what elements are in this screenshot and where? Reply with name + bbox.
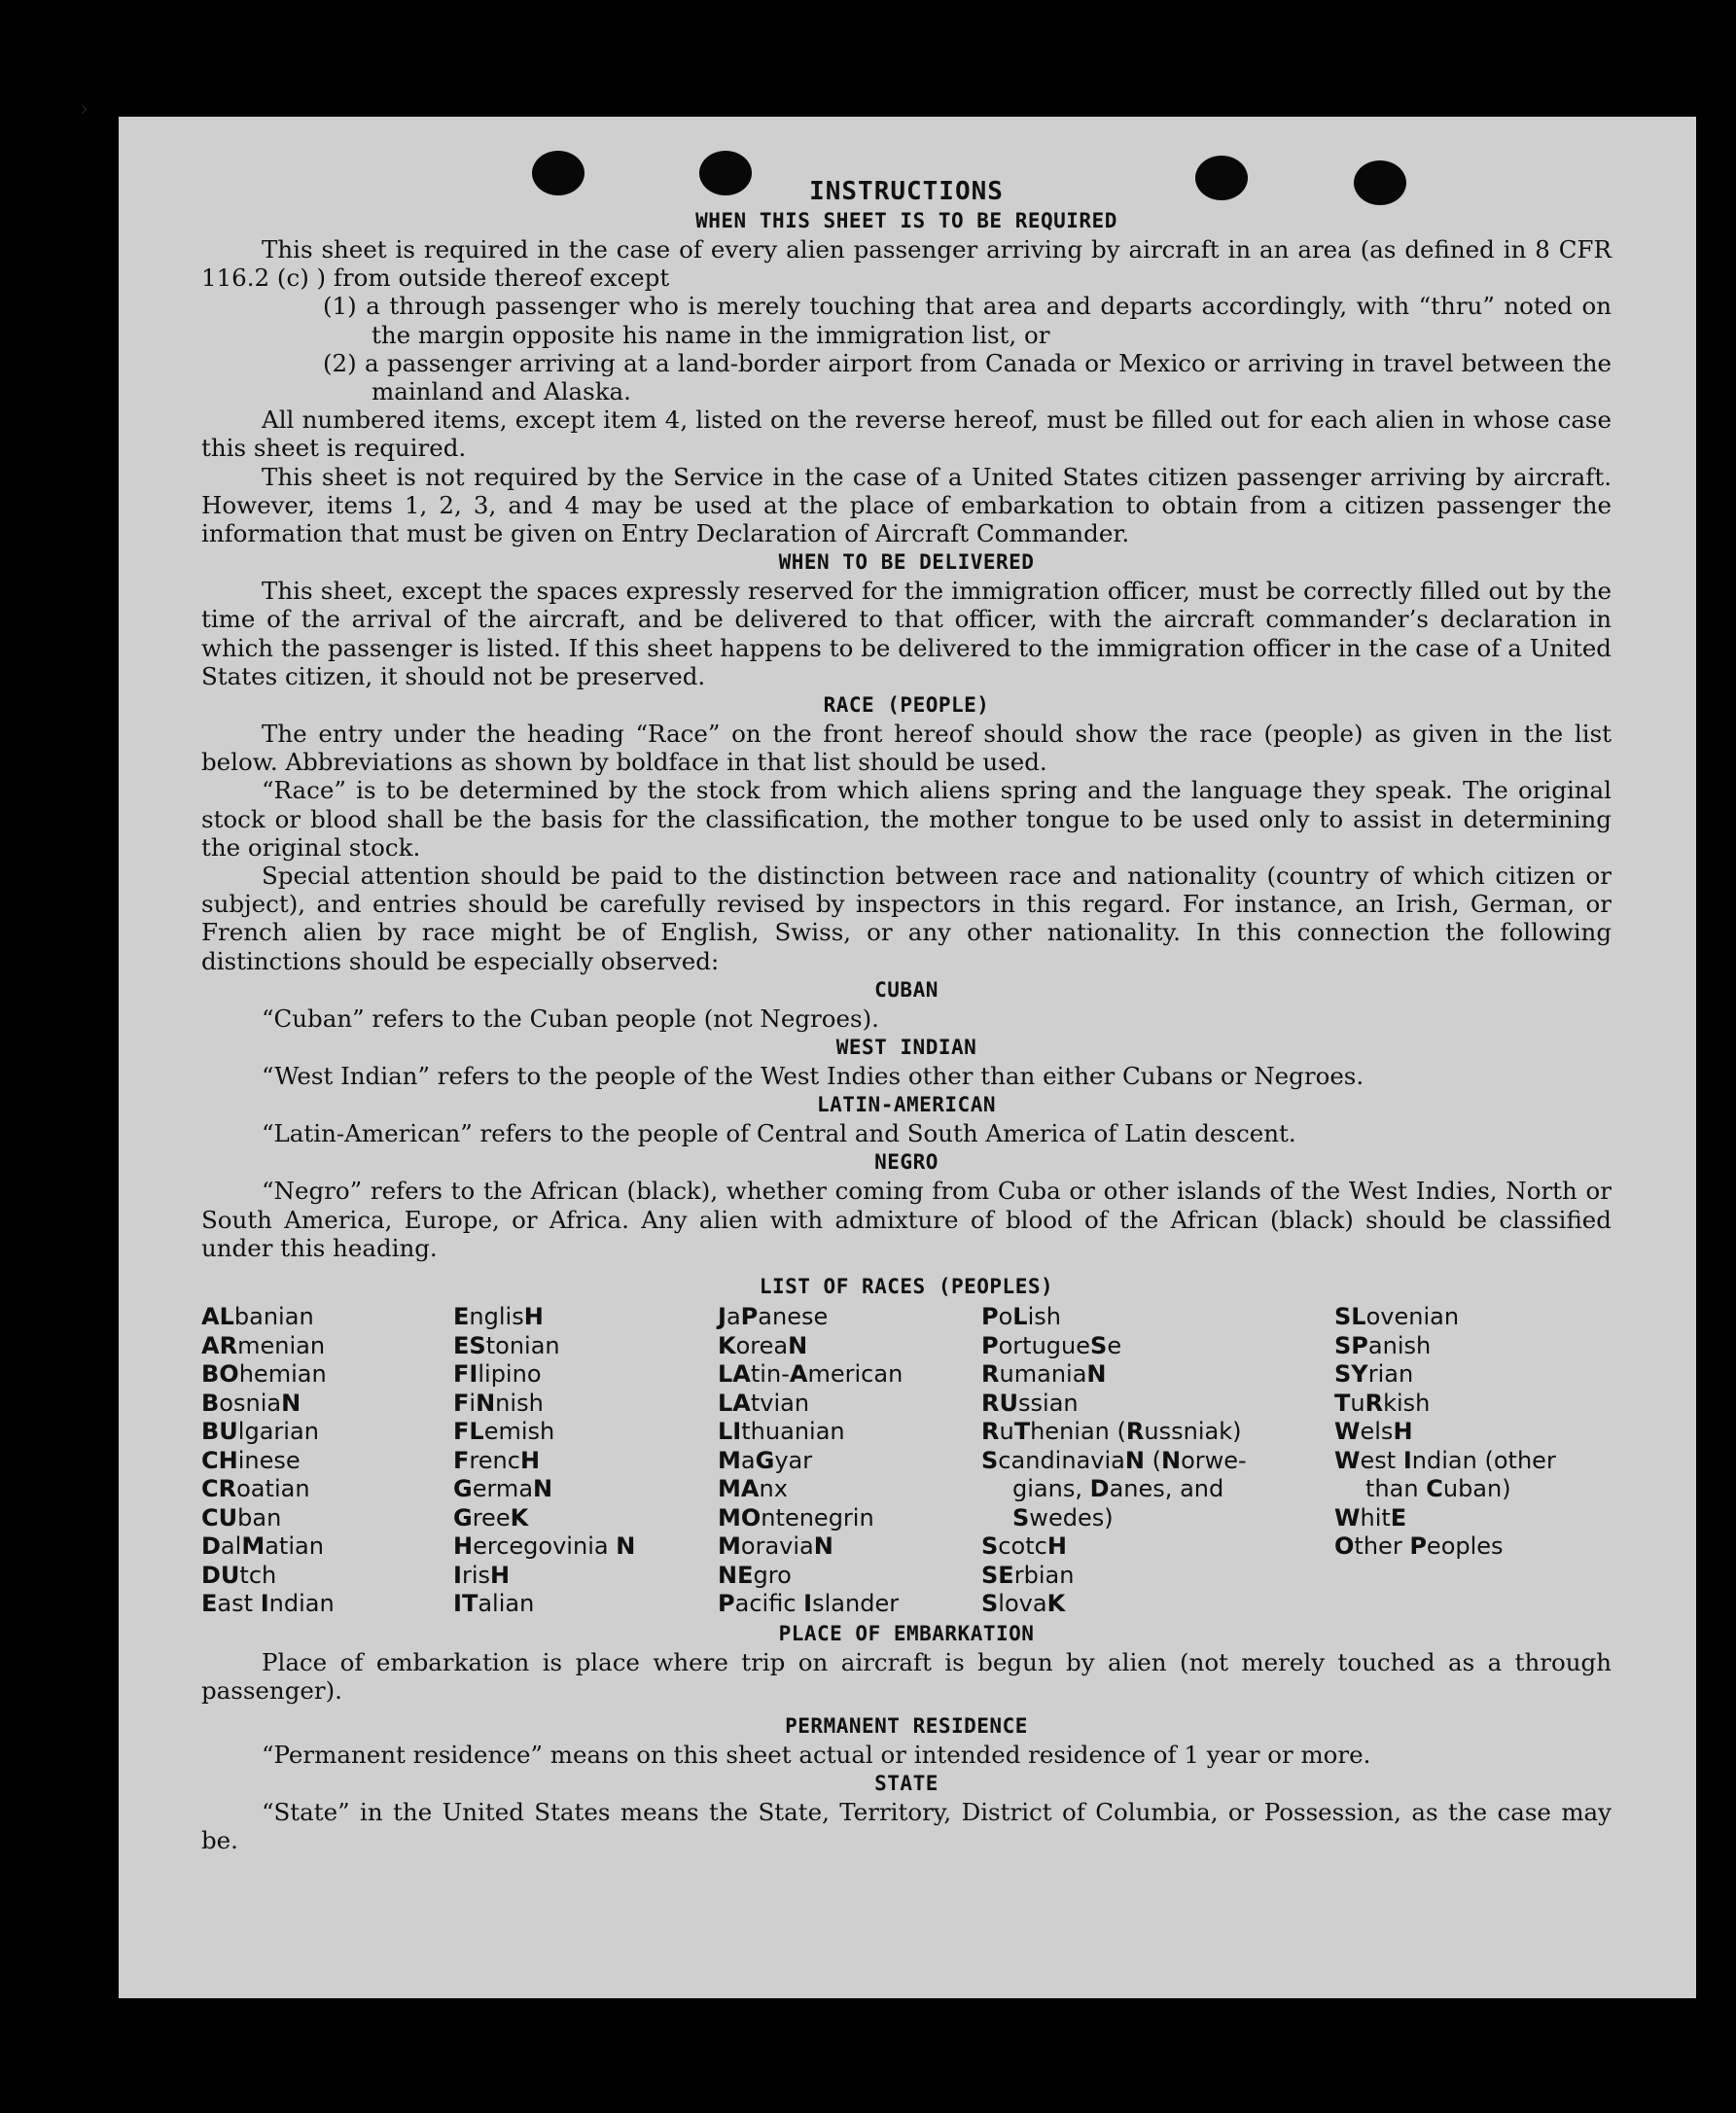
race-item: IrisH	[453, 1561, 511, 1589]
race-item: SYrian	[1334, 1360, 1414, 1389]
race-item: MAnx	[718, 1475, 788, 1503]
race-list-column-4	[981, 1303, 1247, 1619]
race-item: SlovaK	[981, 1590, 1066, 1618]
race-item: LIthuanian	[718, 1418, 845, 1446]
section-heading-embarkation: PLACE OF EMBARKATION	[778, 1622, 1035, 1646]
section-heading-when-delivered: WHEN TO BE DELIVERED	[778, 550, 1035, 575]
race-item: CHinese	[201, 1446, 301, 1474]
race-list-column-2	[453, 1303, 635, 1619]
section-heading-residence: PERMANENT RESIDENCE	[785, 1713, 1028, 1738]
race-item: Pacifc Islander	[718, 1590, 900, 1618]
instructions-body	[201, 177, 1612, 1854]
race-item: WhitE	[1334, 1503, 1407, 1532]
race-item: PoLish	[981, 1303, 1061, 1331]
paragraph-citizen-note: This sheet is not required by the Service in the case of a United States citizen passenger arriving by aircraft. However, items 1, 2, 3, and 4 may be used at the place of embarkation to obtain from a citizen passenger the information that must be given on Entry Declaration of Aircraft Commander.	[201, 462, 1612, 548]
corner-mark: ›	[80, 97, 89, 122]
race-item: MoraviaN	[718, 1532, 833, 1561]
race-item: BUlgarian	[201, 1418, 319, 1446]
exception-item-1: (1) a through passenger who is merely touching that area and departs accordingly, with “thru” noted on the margin opposite his name in the immigration list, or	[323, 292, 1612, 349]
section-heading-cuban: CUBAN	[874, 977, 939, 1002]
section-heading-race: RACE (PEOPLE)	[823, 693, 990, 718]
race-item: RuThenian (Russniak)	[981, 1418, 1242, 1446]
race-item: RUssian	[981, 1389, 1079, 1417]
race-item: SLovenian	[1334, 1303, 1460, 1331]
race-item: FrencH	[453, 1446, 541, 1474]
race-list-column-3	[718, 1303, 903, 1619]
section-heading-list-of-races: LIST OF RACES (PEOPLES)	[759, 1275, 1054, 1299]
race-item: LAtin-American	[718, 1360, 903, 1389]
paragraph-race-2: “Race” is to be determined by the stock from which aliens spring and the language they speak. The original stock or blood shall be the basis for the classification, the mother tongue to be used only to assist in determining the original stock.	[201, 776, 1612, 862]
race-item: RumaniaN	[981, 1360, 1107, 1389]
race-item: TuRkish	[1334, 1389, 1431, 1417]
race-item: GreeK	[453, 1503, 529, 1532]
race-item: MaGyar	[718, 1446, 813, 1474]
paragraph-residence: “Permanent residence” means on this sheet actual or intended residence of 1 year or more.	[262, 1740, 1371, 1769]
race-item: than Cuban)	[1365, 1475, 1511, 1503]
race-item: EStonian	[453, 1331, 560, 1359]
race-item: CUban	[201, 1503, 282, 1532]
race-item: SPanish	[1334, 1331, 1432, 1359]
paragraph-embarkation: Place of embarkation is place where trip on aircraft is begun by alien (not merely touched as a through passenger).	[201, 1648, 1612, 1706]
race-item: BosniaN	[201, 1389, 301, 1417]
race-item: FIlipino	[453, 1360, 542, 1389]
section-heading-state: STATE	[874, 1771, 939, 1795]
paragraph-race-3: Special attention should be paid to the distinction between race and nationality (country of which citizen or subject), and entries should be carefully revised by inspectors in this regard. For instance, an Irish, German, or French alien by race might be of English, Swiss, or any other nationality. In this connection the following distinctions should be especially observed:	[201, 862, 1612, 975]
race-item: ScandinaviaN (Norwe-	[981, 1446, 1247, 1474]
section-heading-when-required: WHEN THIS SHEET IS TO BE REQUIRED	[695, 209, 1117, 232]
race-item: DUtch	[201, 1561, 277, 1589]
race-item: ScotcH	[981, 1532, 1067, 1561]
race-item: DalMatian	[201, 1532, 324, 1561]
paragraph-negro: “Negro” refers to the African (black), whether coming from Cuba or other islands of the West Indies, North or South America, Europe, or Africa. Any alien with admixture of blood of the African (black) should be classified under this heading.	[201, 1177, 1612, 1262]
paragraph-items-note: All numbered items, except item 4, listed on the reverse hereof, must be filled out for each alien in whose case this sheet is required.	[201, 405, 1612, 463]
race-item: NEgro	[718, 1561, 792, 1589]
race-item: ITalian	[453, 1590, 535, 1618]
paragraph-latin-american: “Latin-American” refers to the people of Central and South America of Latin descent.	[262, 1119, 1296, 1148]
paragraph-race-1: The entry under the heading “Race” on the front hereof should show the race (people) as given in the list below. Abbreviations as shown by boldface in that list should be used.	[201, 720, 1612, 777]
form-sheet	[80, 97, 1696, 1998]
race-item: ALbanian	[201, 1303, 314, 1331]
paragraph-cuban: “Cuban” refers to the Cuban people (not Negroes).	[262, 1004, 879, 1033]
race-list	[201, 1303, 1612, 1619]
race-item: ARmenian	[201, 1331, 326, 1359]
paragraph-west-indian: “West Indian” refers to the people of the West Indies other than either Cubans or Negroes.	[262, 1062, 1364, 1091]
exception-item-2: (2) a passenger arriving at a land-border airport from Canada or Mexico or arriving in travel between the mainland and Alaska.	[323, 348, 1612, 406]
race-item: LAtvian	[718, 1389, 810, 1417]
race-item: KoreaN	[718, 1331, 808, 1359]
race-list-column-5	[1334, 1303, 1556, 1562]
paragraph-state: “State” in the United States means the State, Territory, District of Columbia, or Possession, as the case may be.	[201, 1797, 1612, 1854]
race-item: CRoatian	[201, 1475, 310, 1503]
paragraph-delivery: This sheet, except the spaces expressly reserved for the immigration officer, must be correctly filled out by the time of the arrival of the aircraft, and be delivered to that officer, with the aircraft commander’s declaration in which the passenger is listed. If this sheet happens to be delivered to the immigration officer in the case of a United States citizen, it should not be preserved.	[201, 577, 1612, 690]
race-item: PortugueSe	[981, 1331, 1122, 1359]
race-item: BOhemian	[201, 1360, 327, 1389]
race-item: WelsH	[1334, 1418, 1413, 1446]
paragraph-required-intro: This sheet is required in the case of every alien passenger arriving by aircraft in an area (as defined in 8 CFR 116.2 (c) ) from outside thereof except	[201, 235, 1612, 293]
race-item: FLemish	[453, 1418, 555, 1446]
race-item: Other Peoples	[1334, 1532, 1504, 1561]
race-item: West Indian (other	[1334, 1446, 1556, 1474]
race-item: Hercegovinia N	[453, 1532, 636, 1561]
race-item: gians, Danes, and	[1012, 1475, 1224, 1503]
race-item: FiNnish	[453, 1389, 544, 1417]
race-item: JaPanese	[718, 1303, 829, 1331]
race-item: EnglisH	[453, 1303, 544, 1331]
race-item: GermaN	[453, 1475, 553, 1503]
race-list-column-1	[201, 1303, 335, 1619]
section-heading-latin-american: LATIN-AMERICAN	[816, 1093, 996, 1117]
section-heading-negro: NEGRO	[874, 1150, 939, 1175]
race-item: MOntenegrin	[718, 1503, 874, 1532]
page-title: INSTRUCTIONS	[809, 177, 1004, 206]
race-item: Swedes)	[1012, 1503, 1114, 1532]
section-heading-west-indian: WEST INDIAN	[835, 1036, 977, 1060]
race-item: SErbian	[981, 1561, 1075, 1589]
race-item: East Indian	[201, 1590, 335, 1618]
